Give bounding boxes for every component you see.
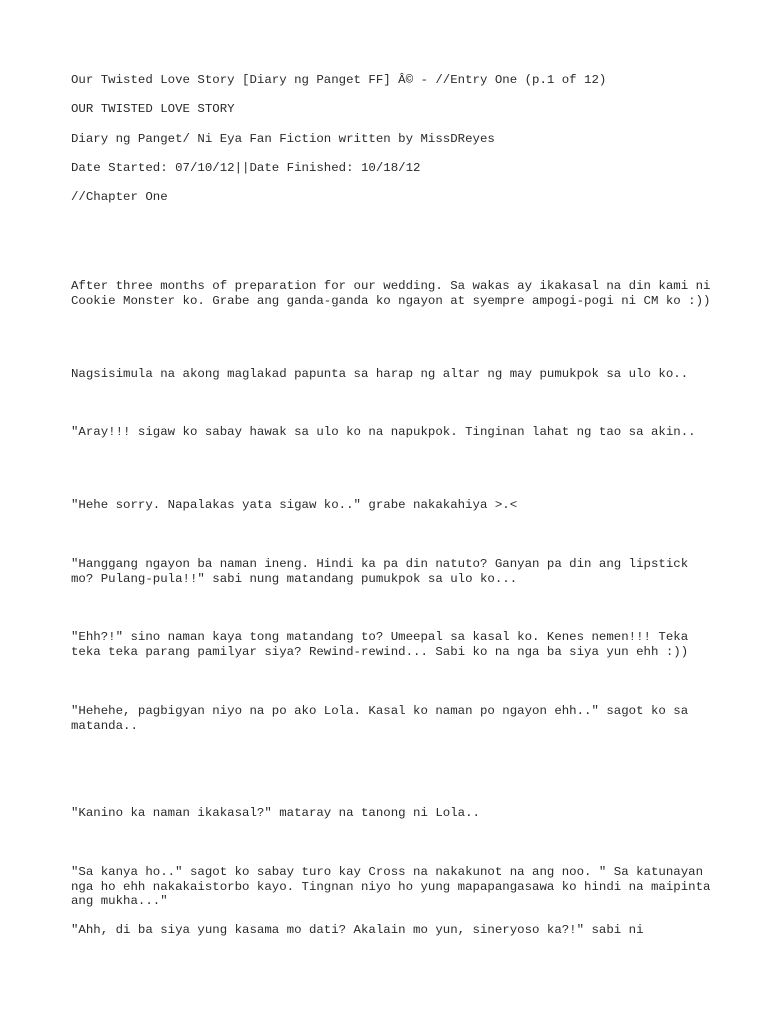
story-title: OUR TWISTED LOVE STORY: [71, 102, 235, 116]
paragraph: "Aray!!! sigaw ko sabay hawak sa ulo ko na napukpok. Tinginan lahat ng tao sa akin..: [71, 425, 696, 439]
date-line: Date Started: 07/10/12||Date Finished: 10/18/12: [71, 161, 421, 175]
paragraph: "Ahh, di ba siya yung kasama mo dati? Akalain mo yun, sineryoso ka?!" sabi ni: [71, 923, 644, 937]
chapter-heading: //Chapter One: [71, 190, 168, 204]
paragraph: "Sa kanya ho.." sagot ko sabay turo kay Cross na nakakunot na ang noo. " Sa katunayan nga ho ehh nakakaistorbo kayo. Tingnan niyo ho yung mapapangasawa ko hindi na maipinta ang mukha...": [71, 865, 718, 909]
paragraph: "Hanggang ngayon ba naman ineng. Hindi ka pa din natuto? Ganyan pa din ang lipstick mo? Pulang-pula!!" sabi nung matandang pumukpok sa ulo ko...: [71, 557, 696, 586]
paragraph: Nagsisimula na akong maglakad papunta sa harap ng altar ng may pumukpok sa ulo ko..: [71, 367, 689, 381]
paragraph: "Kanino ka naman ikakasal?" mataray na tanong ni Lola..: [71, 806, 480, 820]
paragraph: "Ehh?!" sino naman kaya tong matandang to? Umeepal sa kasal ko. Kenes nemen!!! Teka teka teka parang pamilyar siya? Rewind-rewind... Sabi ko na nga ba siya yun ehh :)): [71, 630, 696, 659]
paragraph: After three months of preparation for our wedding. Sa wakas ay ikakasal na din kami ni Cookie Monster ko. Grabe ang ganda-ganda ko ngayon at syempre ampogi-pogi ni CM ko :)): [71, 279, 718, 308]
paragraph: "Hehe sorry. Napalakas yata sigaw ko.." grabe nakakahiya >.<: [71, 498, 518, 512]
document-title-line: Our Twisted Love Story [Diary ng Panget FF] Â© - //Entry One (p.1 of 12): [71, 73, 607, 87]
byline: Diary ng Panget/ Ni Eya Fan Fiction written by MissDReyes: [71, 132, 495, 146]
paragraph: "Hehehe, pagbigyan niyo na po ako Lola. Kasal ko naman po ngayon ehh.." sagot ko sa matanda..: [71, 704, 696, 733]
